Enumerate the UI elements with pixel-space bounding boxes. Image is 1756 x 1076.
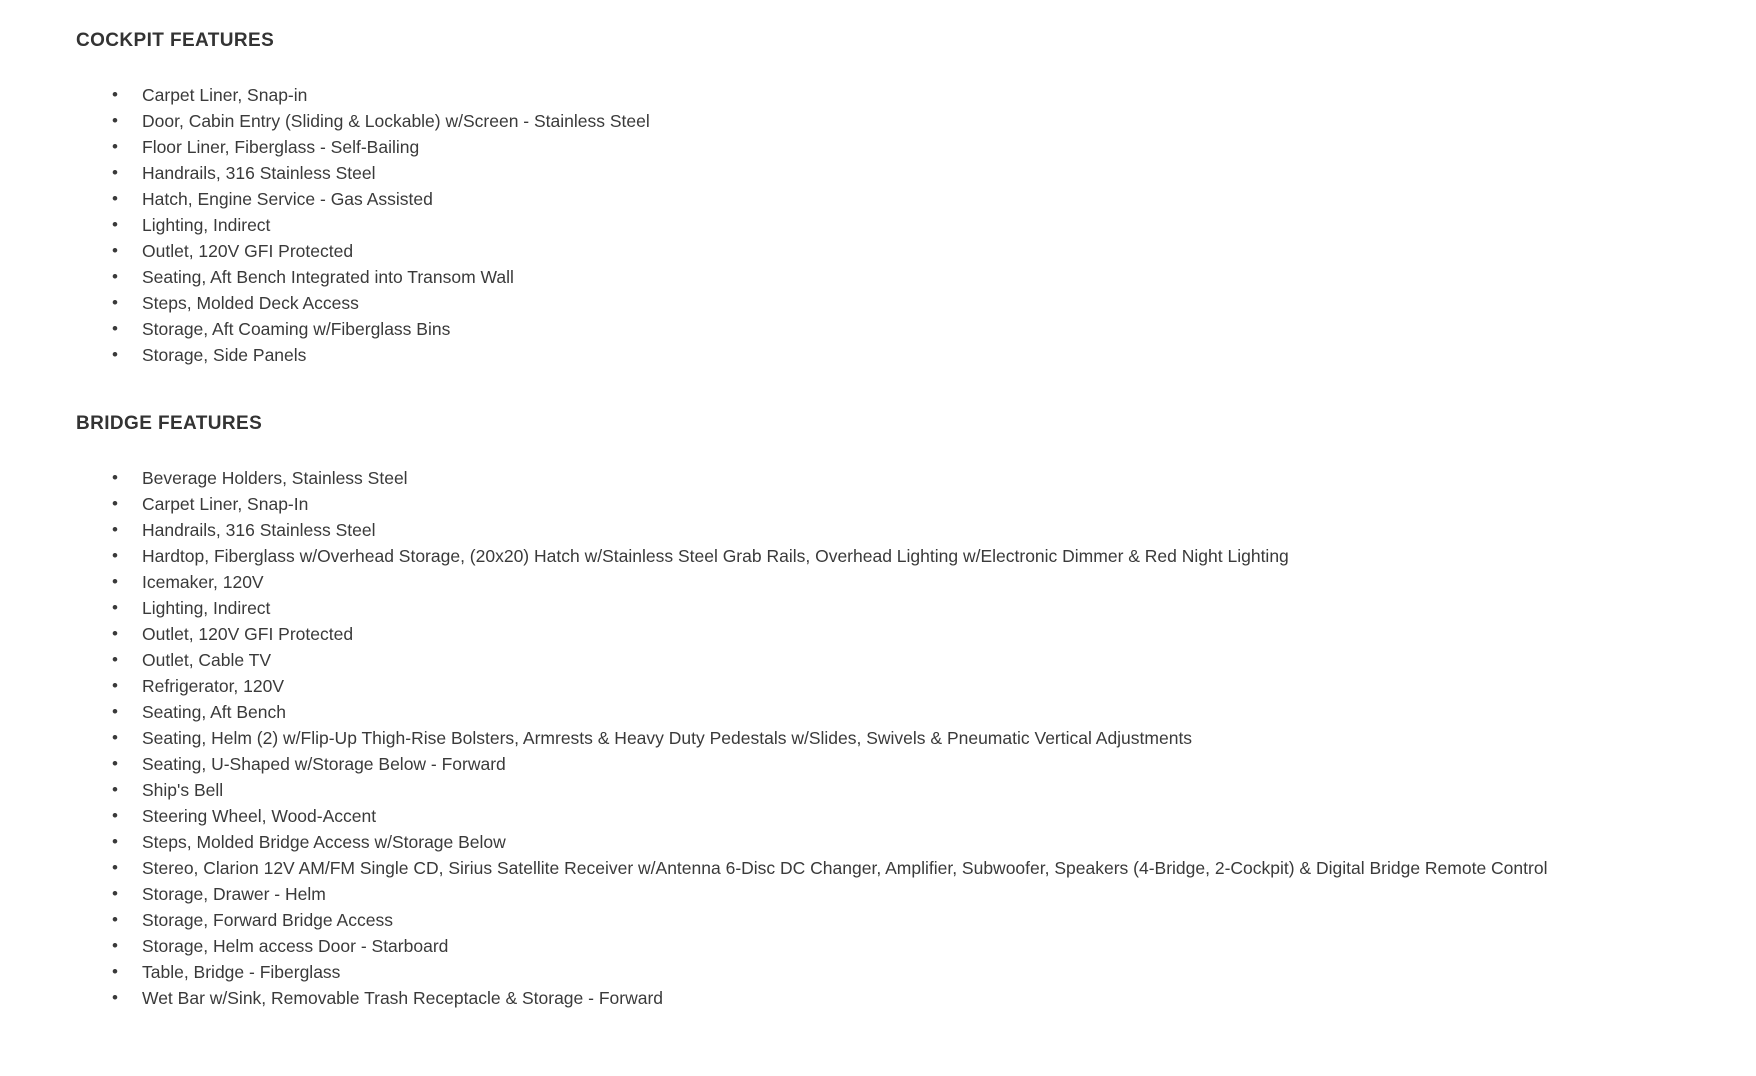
list-item [104, 673, 1696, 699]
list-item-label: Ship's Bell [142, 780, 224, 800]
list-item-label: Handrails, 316 Stainless Steel [142, 163, 376, 183]
list-item-label: Refrigerator, 120V [142, 676, 285, 696]
section-spacer [76, 378, 1696, 413]
list-item [104, 290, 1696, 316]
list-item-label: Steering Wheel, Wood-Accent [142, 806, 377, 826]
list-item [104, 621, 1696, 647]
bullet-icon: • [112, 728, 118, 747]
list-item [104, 985, 1696, 1011]
bullet-icon: • [112, 468, 118, 487]
list-item-label: Outlet, 120V GFI Protected [142, 241, 354, 261]
list-item-label: Lighting, Indirect [142, 215, 271, 235]
bullet-icon: • [112, 345, 118, 364]
list-item [104, 647, 1696, 673]
list-item [104, 569, 1696, 595]
bullet-icon: • [112, 598, 118, 617]
list-item-label: Steps, Molded Deck Access [142, 293, 359, 313]
list-item-label: Carpet Liner, Snap-In [142, 494, 309, 514]
list-item-label: Stereo, Clarion 12V AM/FM Single CD, Sirius Satellite Receiver w/Antenna 6-Disc DC Changer, Amplifier, Subwoofer, Speakers (4-Bridge, 2-Cockpit) & Digital Bridge Remote Control [142, 858, 1548, 878]
list-item [104, 212, 1696, 238]
feature-list-bridge [76, 465, 1696, 1011]
list-item [104, 777, 1696, 803]
bullet-icon: • [112, 520, 118, 539]
bullet-icon: • [112, 780, 118, 799]
section-bridge-features [76, 413, 1696, 1011]
list-item [104, 264, 1696, 290]
feature-list-cockpit [76, 82, 1696, 368]
list-item-label: Beverage Holders, Stainless Steel [142, 468, 408, 488]
list-item [104, 160, 1696, 186]
bullet-icon: • [112, 884, 118, 903]
bullet-icon: • [112, 702, 118, 721]
list-item-label: Hatch, Engine Service - Gas Assisted [142, 189, 433, 209]
list-item [104, 134, 1696, 160]
bullet-icon: • [112, 215, 118, 234]
list-item-label: Outlet, Cable TV [142, 650, 272, 670]
section-cockpit-features [76, 30, 1696, 368]
list-item-label: Wet Bar w/Sink, Removable Trash Receptacle & Storage - Forward [142, 988, 664, 1008]
list-item-label: Storage, Aft Coaming w/Fiberglass Bins [142, 319, 451, 339]
bullet-icon: • [112, 85, 118, 104]
list-item-label: Storage, Drawer - Helm [142, 884, 326, 904]
list-item [104, 725, 1696, 751]
list-item-label: Handrails, 316 Stainless Steel [142, 520, 376, 540]
list-item-label: Icemaker, 120V [142, 572, 264, 592]
section-heading: COCKPIT FEATURES [76, 30, 275, 51]
list-item [104, 543, 1696, 569]
section-heading: BRIDGE FEATURES [76, 413, 263, 434]
list-item [104, 186, 1696, 212]
bullet-icon: • [112, 572, 118, 591]
list-item-label: Seating, Aft Bench Integrated into Transom Wall [142, 267, 514, 287]
bullet-icon: • [112, 962, 118, 981]
list-item [104, 238, 1696, 264]
bullet-icon: • [112, 137, 118, 156]
list-item [104, 855, 1696, 881]
bullet-icon: • [112, 832, 118, 851]
bullet-icon: • [112, 293, 118, 312]
bullet-icon: • [112, 189, 118, 208]
list-item [104, 959, 1696, 985]
list-item-label: Door, Cabin Entry (Sliding & Lockable) w/Screen - Stainless Steel [142, 111, 650, 131]
bullet-icon: • [112, 111, 118, 130]
list-item [104, 517, 1696, 543]
list-item [104, 316, 1696, 342]
list-item-label: Carpet Liner, Snap-in [142, 85, 308, 105]
list-item-label: Outlet, 120V GFI Protected [142, 624, 354, 644]
list-item-label: Steps, Molded Bridge Access w/Storage Below [142, 832, 506, 852]
list-item-label: Lighting, Indirect [142, 598, 271, 618]
bullet-icon: • [112, 241, 118, 260]
bullet-icon: • [112, 650, 118, 669]
bullet-icon: • [112, 267, 118, 286]
list-item-label: Storage, Forward Bridge Access [142, 910, 393, 930]
list-item [104, 751, 1696, 777]
list-item [104, 491, 1696, 517]
list-item [104, 82, 1696, 108]
bullet-icon: • [112, 936, 118, 955]
bullet-icon: • [112, 910, 118, 929]
list-item-label: Floor Liner, Fiberglass - Self-Bailing [142, 137, 420, 157]
list-item [104, 881, 1696, 907]
list-item [104, 829, 1696, 855]
list-item-label: Seating, Helm (2) w/Flip-Up Thigh-Rise Bolsters, Armrests & Heavy Duty Pedestals w/Slides, Swivels & Pneumatic Vertical Adjustments [142, 728, 1193, 748]
bullet-icon: • [112, 494, 118, 513]
list-item [104, 907, 1696, 933]
bullet-icon: • [112, 754, 118, 773]
list-item-label: Seating, U-Shaped w/Storage Below - Forward [142, 754, 506, 774]
list-item-label: Storage, Side Panels [142, 345, 307, 365]
bullet-icon: • [112, 988, 118, 1007]
list-item [104, 342, 1696, 368]
list-item-label: Storage, Helm access Door - Starboard [142, 936, 449, 956]
list-item [104, 803, 1696, 829]
bullet-icon: • [112, 163, 118, 182]
list-item-label: Seating, Aft Bench [142, 702, 286, 722]
list-item [104, 933, 1696, 959]
bullet-icon: • [112, 676, 118, 695]
bullet-icon: • [112, 624, 118, 643]
list-item [104, 699, 1696, 725]
bullet-icon: • [112, 806, 118, 825]
list-item-label: Hardtop, Fiberglass w/Overhead Storage, (20x20) Hatch w/Stainless Steel Grab Rails, Overhead Lighting w/Electronic Dimmer & Red Night Lighting [142, 546, 1289, 566]
list-item-label: Table, Bridge - Fiberglass [142, 962, 341, 982]
bullet-icon: • [112, 319, 118, 338]
list-item [104, 108, 1696, 134]
bullet-icon: • [112, 858, 118, 877]
list-item [104, 465, 1696, 491]
list-item [104, 595, 1696, 621]
bullet-icon: • [112, 546, 118, 565]
